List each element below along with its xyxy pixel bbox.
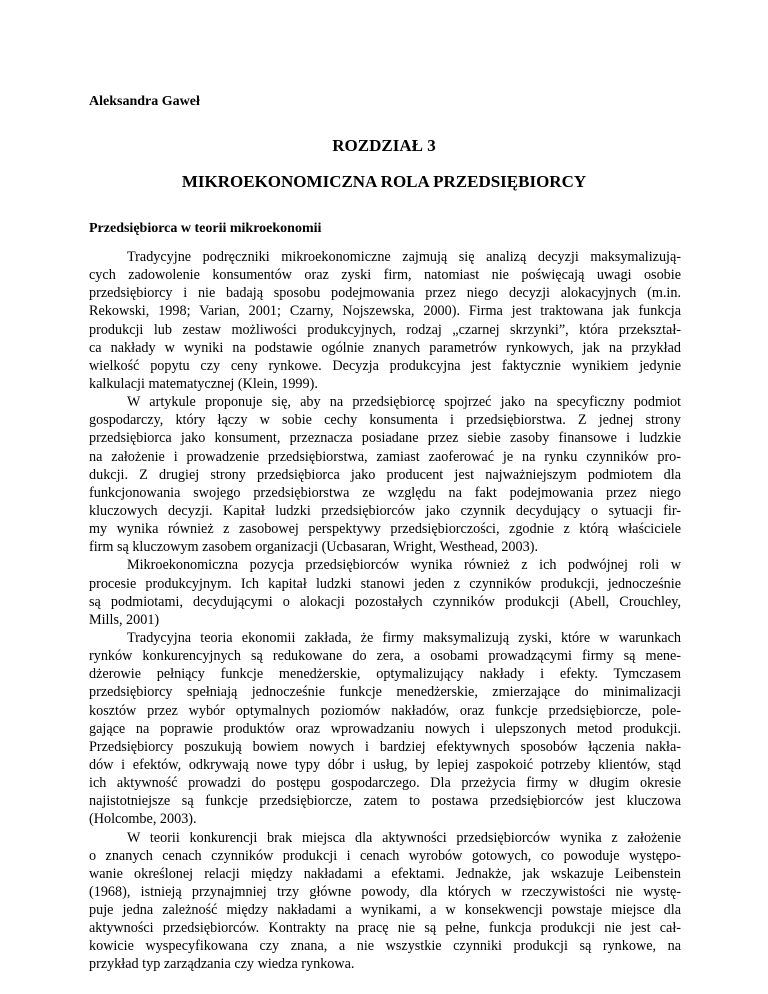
text-line: kowicie wyspecyfikowana czy znana, a nie wszystkie czynniki produkcji są rynkowe, na: [89, 938, 681, 955]
text-line: wanie określonej relacji między nakładami a efektami. Jednakże, jak wskazuje Leibenstein: [89, 865, 681, 882]
text-line: W artykule proponuje się, aby na przedsiębiorcę spojrzeć jako na specyficzny podmiot: [127, 394, 681, 411]
text-line: rynków konkurencyjnych są redukowane do zera, a osobami prowadzącymi firmy są mene-: [89, 648, 681, 665]
text-line: (Holcombe, 2003).: [89, 811, 197, 828]
text-line: kosztów przez wybór optymalnych poziomów nakładów, oraz funkcje przedsiębiorcze, pole-: [89, 702, 681, 719]
text-line: Tradycyjna teoria ekonomii zakłada, że firmy maksymalizują zyski, które w warunkach: [127, 629, 681, 646]
text-line: firm są kluczowym zasobem organizacji (Ucbasaran, Wright, Westhead, 2003).: [89, 539, 538, 556]
text-line: dukcji. Z drugiej strony przedsiębiorca jako producent jest najważniejszym podmiotem dla: [89, 466, 681, 483]
text-line: przedsiębiorcy i nie badają sposobu podejmowania przez niego decyzji alokacyjnych (m.in.: [89, 285, 681, 302]
chapter-heading: ROZDZIAŁ 3: [332, 136, 436, 155]
text-line: puje jedna zależność między nakładami a wynikami, a w konsekwencji powstaje miejsce dla: [89, 902, 681, 919]
text-line: dów i efektów, odkrywają nowe typy dóbr i usług, by lepiej zaspokoić potrzeby klientów, stąd: [89, 756, 681, 773]
text-line: dżerowie pełniący funkcje menedżerskie, optymalizujący nakłady i efekty. Tymczasem: [89, 666, 681, 683]
section-heading: Przedsiębiorca w teorii mikroekonomii: [89, 221, 322, 236]
text-line: produkcji lub zestaw możliwości produkcyjnych, rodzaj „czarnej skrzynki”, która przekształ-: [89, 321, 681, 338]
text-line: przedsiębiorcy spełniają jednocześnie funkcje menedżerskie, zmierzające do minimalizacji: [89, 684, 681, 701]
text-line: aktywności przedsiębiorców. Kontrakty na pracę nie są pełne, funkcja produkcji nie jest cał-: [89, 920, 681, 937]
text-line: o znanych cenach czynników produkcji i cenach wyrobów gotowych, co powoduje występo-: [89, 847, 681, 864]
text-line: (1968), istnieją przynajmniej trzy główne powody, dla których w rzeczywistości nie wystę-: [89, 883, 681, 900]
author-name: Aleksandra Gaweł: [89, 94, 200, 109]
text-line: procesie produkcyjnym. Ich kapitał ludzki stanowi jeden z czynników produkcji, jednocześnie: [89, 575, 681, 592]
text-line: na założenie i prowadzenie przedsiębiorstwa, zamiast zaoferować je na rynku czynników pro-: [89, 448, 681, 465]
text-line: Mikroekonomiczna pozycja przedsiębiorców wynika również z ich podwójnej roli w: [127, 557, 681, 574]
text-line: Tradycyjne podręczniki mikroekonomiczne zajmują się analizą decyzji maksymalizują-: [127, 249, 681, 265]
text-line: ca nakłady w wyniki na podstawie ogólnie znanych parametrów rynkowych, jak na przykład: [89, 339, 681, 356]
text-line: najistotniejsze są funkcje przedsiębiorcze, zatem to postawa przedsiębiorców jest kluczowa: [89, 793, 681, 810]
text-line: Przedsiębiorcy poszukują bowiem nowych i bardziej efektywnych sposobów łączenia nakła-: [89, 738, 681, 755]
text-line: kluczowych decyzji. Kapitał ludzki przedsiębiorców jako czynnik decydujący o sytuacji fir-: [89, 502, 681, 519]
text-line: gospodarczy, który łączy w sobie cechy konsumenta i przedsiębiorstwa. Z jednej strony: [89, 412, 681, 429]
text-line: przedsiębiorca jako konsument, przeznacza posiadane przez siebie zasoby finansowe i ludzkie: [89, 430, 681, 447]
text-line: funkcjonowania swojego przedsiębiorstwa ze względu na fakt podejmowania przez niego: [89, 484, 681, 501]
text-line: my wynika również z zasobowej perspektywy przedsiębiorczości, zgodnie z którą właściciele: [89, 521, 681, 538]
text-line: cych zadowolenie konsumentów oraz zyski firm, natomiast nie poświęcają uwagi osobie: [89, 267, 681, 284]
text-line: wielkość popytu czy ceny rynkowe. Decyzja produkcyjna jest faktycznie wynikiem jedynie: [89, 357, 681, 374]
text-line: są podmiotami, decydującymi o alokacji pozostałych czynników produkcji (Abell, Crouchley,: [89, 593, 681, 610]
text-line: Rekowski, 1998; Varian, 2001; Czarny, Nojszewska, 2000). Firma jest traktowana jak funkcja: [89, 303, 681, 320]
text-line: W teorii konkurencji brak miejsca dla aktywności przedsiębiorców wynika z założenie: [127, 829, 681, 846]
text-line: kalkulacji matematycznej (Klein, 1999).: [89, 375, 318, 392]
text-line: gające na poprawie produktów oraz wprowadzaniu nowych i ulepszonych metod produkcji.: [89, 720, 681, 737]
text-line: Mills, 2001): [89, 611, 160, 628]
text-line: ich aktywność prowadzi do postępu gospodarczego. Dla przeżycia firmy w długim okresie: [89, 775, 681, 792]
body-text: [89, 248, 681, 974]
chapter-title: MIKROEKONOMICZNA ROLA PRZEDSIĘBIORCY: [181, 172, 587, 191]
text-line: przykład typ zarządzania czy wiedza rynkowa.: [89, 956, 355, 973]
